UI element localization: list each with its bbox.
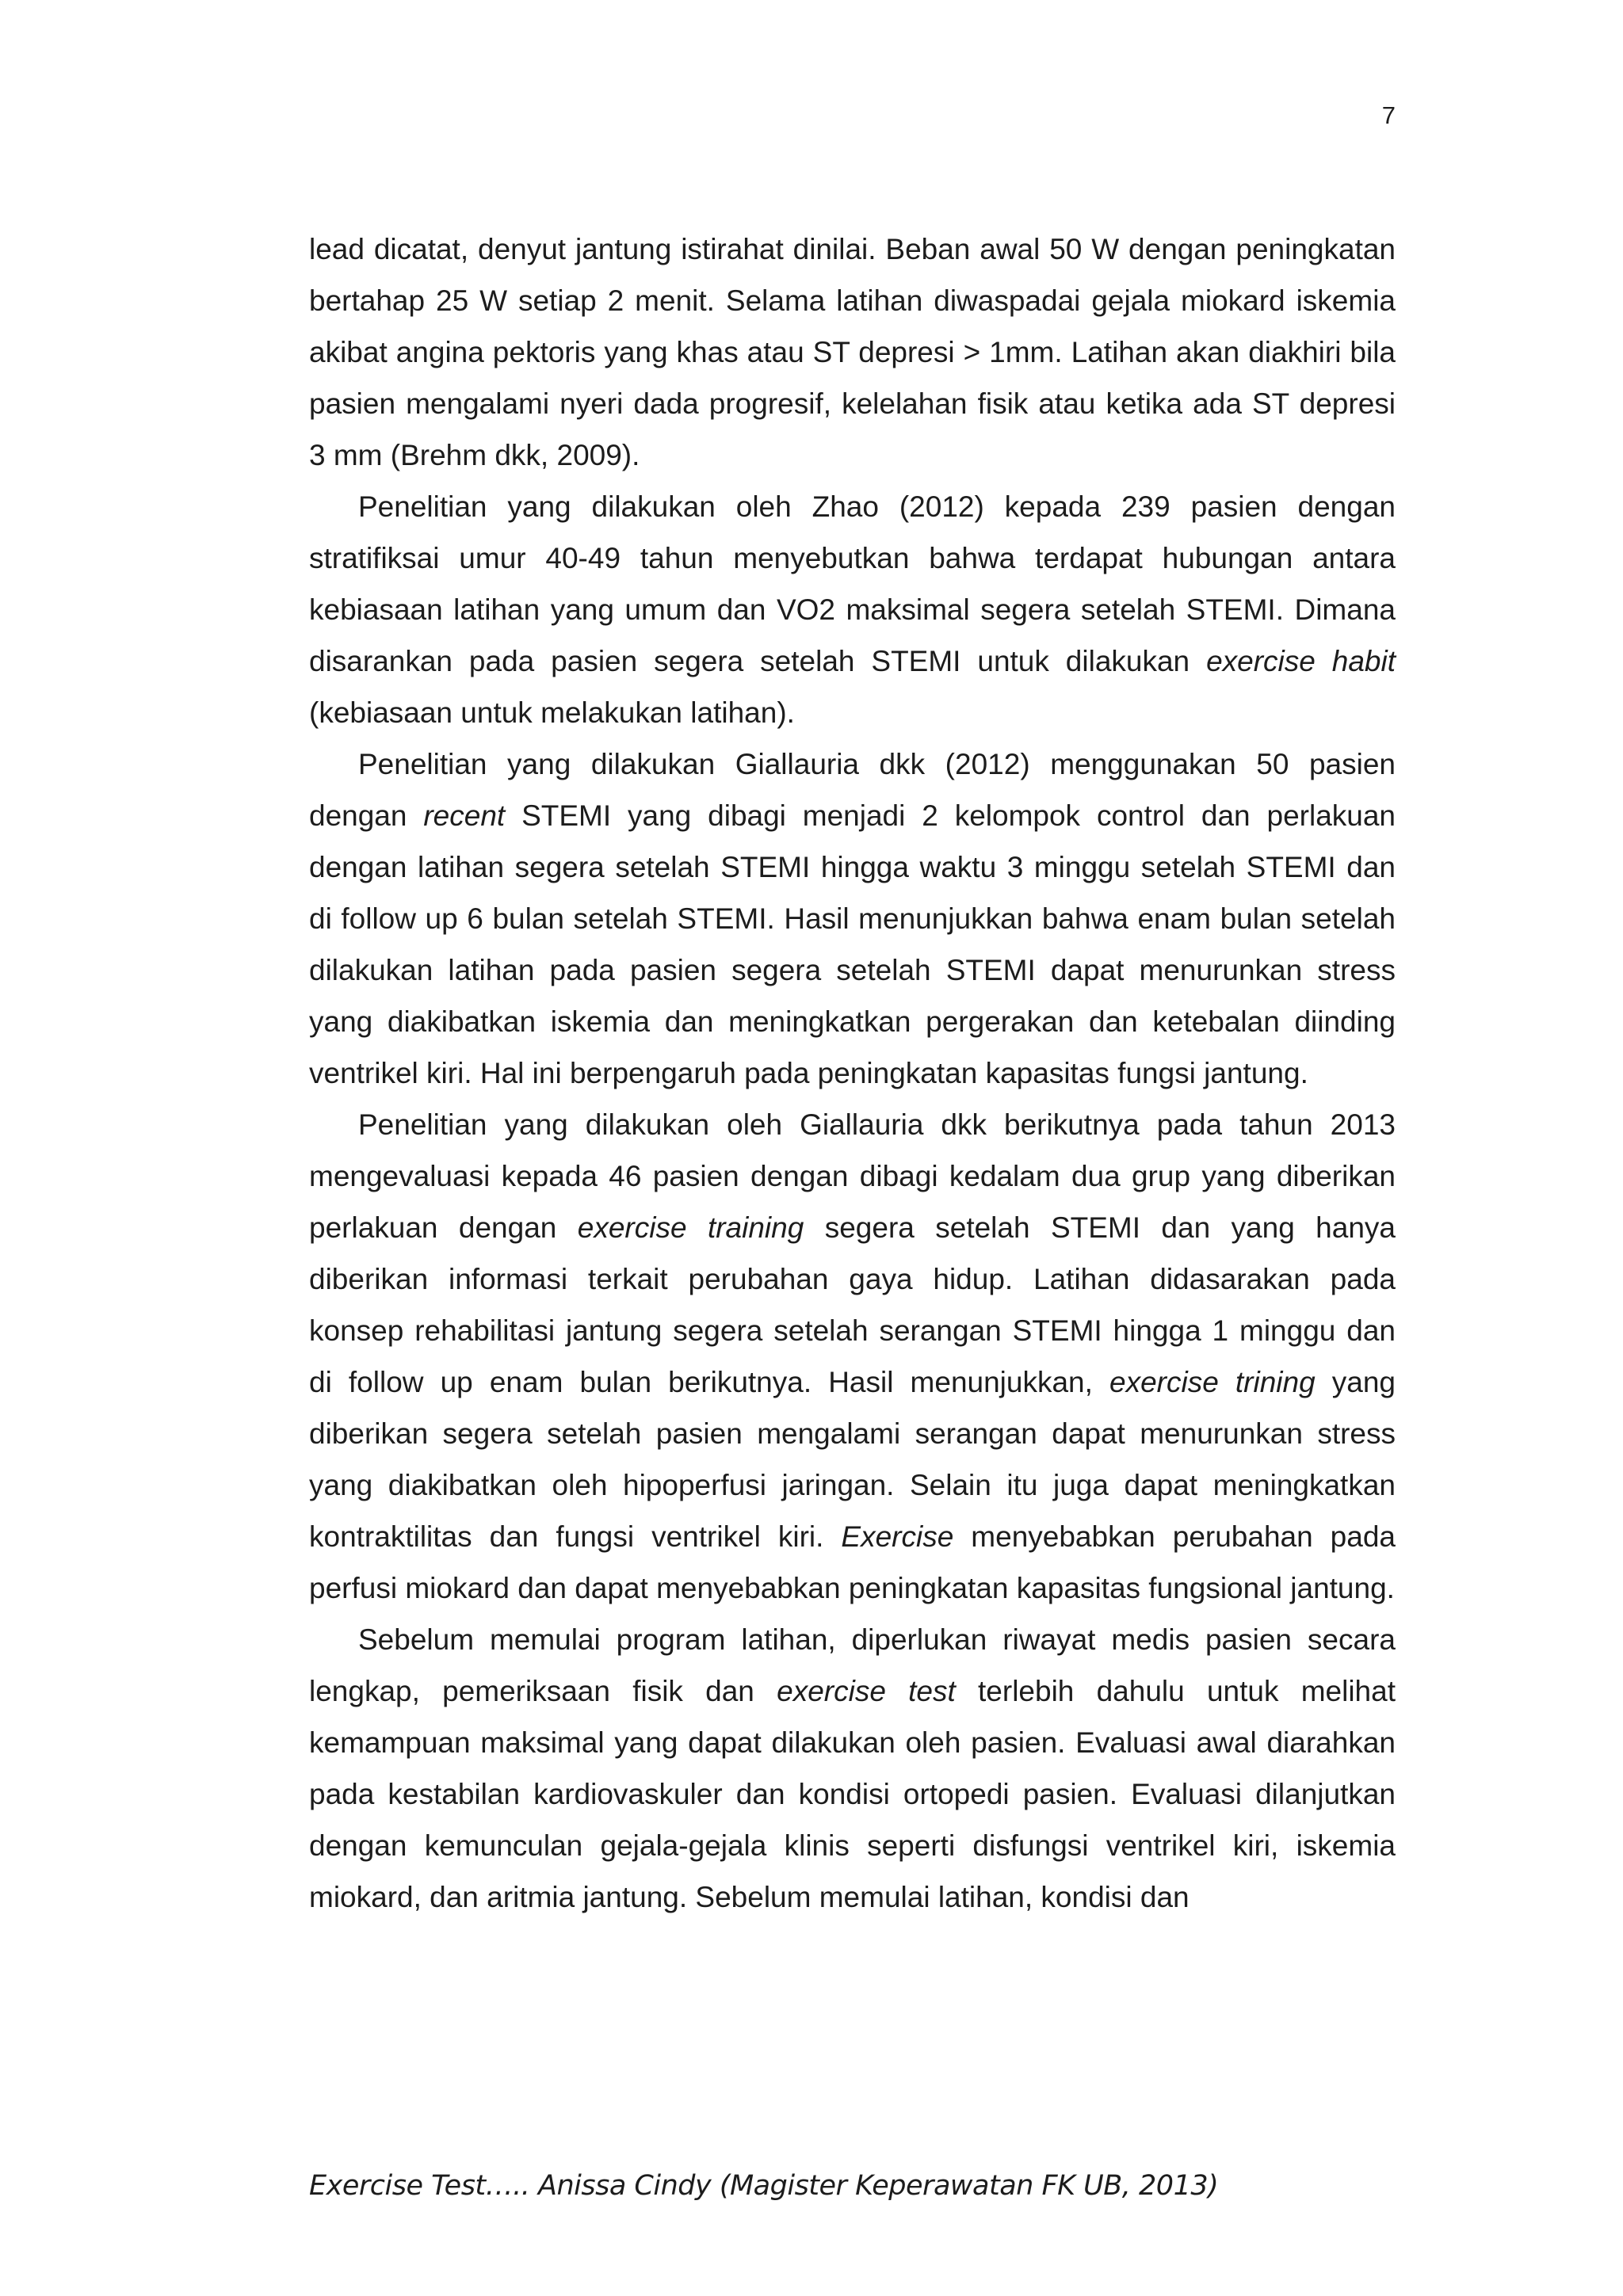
italic-term: exercise test [777, 1675, 956, 1707]
italic-term: exercise training [577, 1211, 804, 1244]
italic-term: recent [423, 799, 506, 832]
text-run: segera setelah STEMI dan yang hanya diberikan informasi terkait perubahan gaya hidup. Latihan didasarakan pada konsep rehabilitasi jantung segera setelah serangan STEMI hingga 1 minggu dan di follow up enam bulan berikutnya. Hasil menunjukkan, [309, 1211, 1396, 1398]
text-run: Penelitian yang dilakukan oleh Giallauria dkk berikutnya pada tahun 2013 mengevaluasi kepada 46 pasien dengan dibagi kedalam dua grup yang diberikan perlakuan dengan [309, 1108, 1396, 1244]
page-number: 7 [1381, 101, 1396, 129]
text-run: terlebih dahulu untuk melihat kemampuan maksimal yang dapat dilakukan oleh pasien. Evaluasi awal diarahkan pada kestabilan kardiovaskuler dan kondisi ortopedi pasien. Evaluasi dilanjutkan dengan kemunculan gejala-gejala klinis seperti disfungsi ventrikel kiri, iskemia miokard, dan aritmia jantung. Sebelum memulai latihan, kondisi dan [309, 1675, 1396, 1913]
text-run: (kebiasaan untuk melakukan latihan). [309, 696, 795, 729]
body-text [309, 223, 1396, 1923]
italic-term: exercise habit [1206, 645, 1396, 677]
italic-term: exercise trining [1109, 1366, 1316, 1398]
text-run: menyebabkan perubahan pada perfusi miokard dan dapat menyebabkan peningkatan kapasitas fungsional jantung. [309, 1520, 1396, 1604]
paragraph-3 [309, 738, 1396, 1099]
text-run: Penelitian yang dilakukan Giallauria dkk (2012) menggunakan 50 pasien dengan [309, 748, 1396, 832]
text-run: lead dicatat, denyut jantung istirahat dinilai. Beban awal 50 W dengan peningkatan bertahap 25 W setiap 2 menit. Selama latihan diwaspadai gejala miokard iskemia akibat angina pektoris yang khas atau ST depresi > 1mm. Latihan akan diakhiri bila pasien mengalami nyeri dada progresif, kelelahan fisik atau ketika ada ST depresi 3 mm (Brehm dkk, 2009). [309, 233, 1396, 471]
paragraph-1 [309, 223, 1396, 481]
page-footer: Exercise Test….. Anissa Cindy (Magister Keperawatan FK UB, 2013) [309, 2170, 1219, 2202]
paragraph-4 [309, 1099, 1396, 1614]
paragraph-2 [309, 481, 1396, 738]
text-run: STEMI yang dibagi menjadi 2 kelompok control dan perlakuan dengan latihan segera setelah STEMI hingga waktu 3 minggu setelah STEMI dan di follow up 6 bulan setelah STEMI. Hasil menunjukkan bahwa enam bulan setelah dilakukan latihan pada pasien segera setelah STEMI dapat menurunkan stress yang diakibatkan iskemia dan meningkatkan pergerakan dan ketebalan diinding ventrikel kiri. Hal ini berpengaruh pada peningkatan kapasitas fungsi jantung. [309, 799, 1396, 1089]
text-run: yang diberikan segera setelah pasien mengalami serangan dapat menurunkan stress yang diakibatkan oleh hipoperfusi jaringan. Selain itu juga dapat meningkatkan kontraktilitas dan fungsi ventrikel kiri. [309, 1366, 1396, 1553]
text-run: Penelitian yang dilakukan oleh Zhao (2012) kepada 239 pasien dengan stratifiksai umur 40-49 tahun menyebutkan bahwa terdapat hubungan antara kebiasaan latihan yang umum dan VO2 maksimal segera setelah STEMI. Dimana disarankan pada pasien segera setelah STEMI untuk dilakukan [309, 490, 1396, 677]
text-run: Sebelum memulai program latihan, diperlukan riwayat medis pasien secara lengkap, pemeriksaan fisik dan [309, 1623, 1396, 1707]
italic-term: Exercise [841, 1520, 954, 1553]
paragraph-5 [309, 1614, 1396, 1923]
